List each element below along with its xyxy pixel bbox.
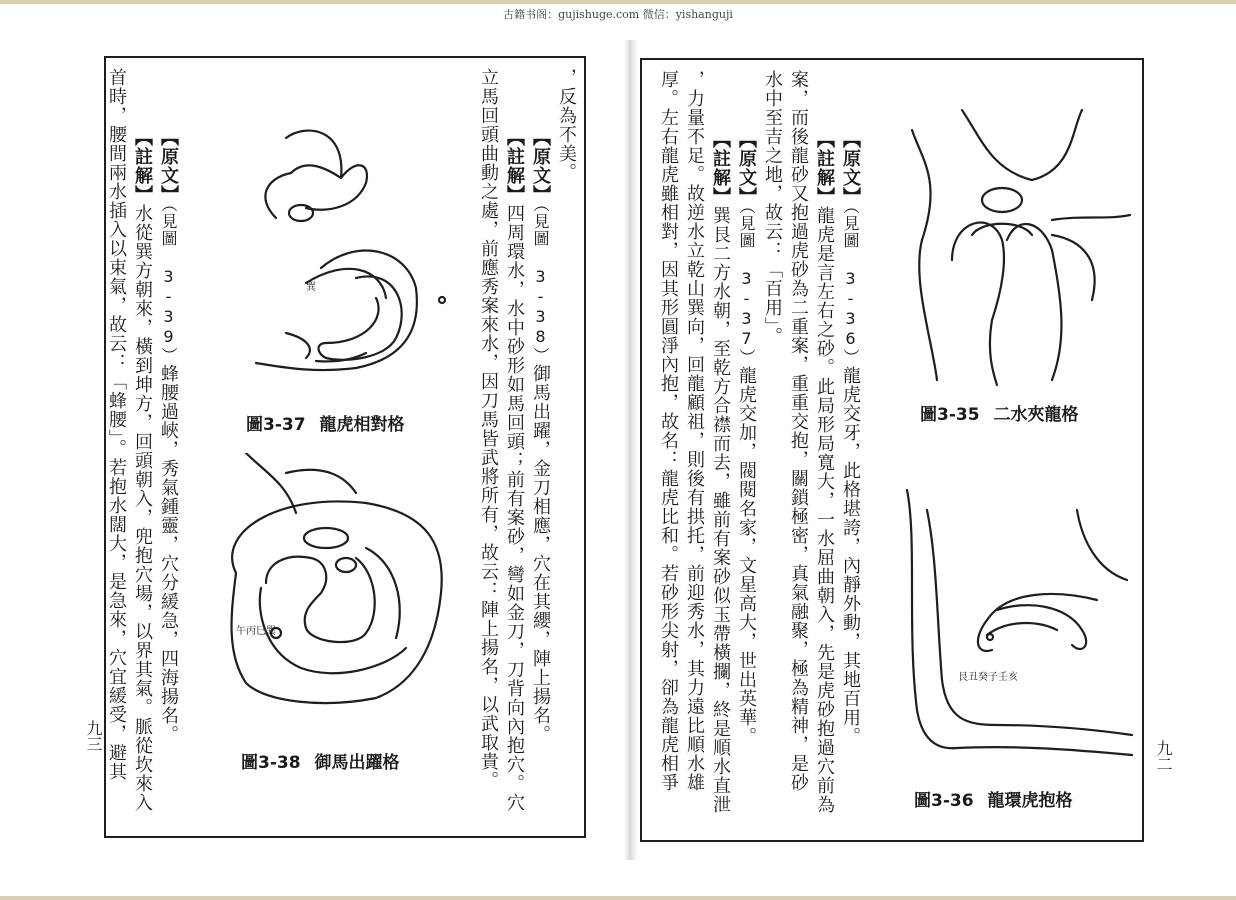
right-text-column-4: 水中至吉之地，故云：「百用」。 bbox=[762, 70, 783, 346]
figure-3-36-label: 艮丑癸子壬亥 bbox=[958, 672, 1018, 683]
top-border bbox=[0, 0, 1236, 4]
left-text-column-6: 【註解】水從巽方朝來，橫到坤方，回頭朝入，兜抱穴場，以界其氣。脈從坎來入 bbox=[132, 128, 153, 812]
figure-3-35-drawing bbox=[892, 100, 1132, 390]
left-text-column-4: 立馬回頭曲動之處，前應秀案來水，因刀馬皆武將所有，故云：陣上揚名，以武取貴。 bbox=[478, 68, 499, 790]
watermark-text: 古籍书阁：gujishuge.com 微信：yishanguji bbox=[503, 8, 733, 21]
left-text-column-1: ，反為不美。 bbox=[556, 68, 577, 182]
figure-3-37-caption: 圖3-37 龍虎相對格 bbox=[246, 415, 405, 435]
left-text-column-5: 【原文】（見圖 3-39）蜂腰過峽，秀氣鍾靈，穴分緩急，四海揚名。 bbox=[158, 128, 179, 744]
figure-3-37-label: 巽 bbox=[306, 282, 316, 293]
figure-3-37-drawing bbox=[246, 118, 466, 408]
figure-3-35-caption: 圖3-35 二水夾龍格 bbox=[920, 405, 1079, 425]
left-page-number: 九三 bbox=[84, 720, 103, 752]
right-page-number: 九二 bbox=[1154, 740, 1173, 772]
bottom-border bbox=[0, 896, 1236, 900]
right-text-column-1: 【原文】（見圖 3-36）龍虎交牙，此格堪誇，內靜外動，其地百用。 bbox=[840, 130, 861, 746]
right-text-column-7: ，力量不足。故逆水立乾山巽向，回龍顧祖，則後有拱托，前迎秀水，其力遠比順水雄 bbox=[684, 70, 705, 792]
left-page-frame bbox=[104, 56, 586, 838]
right-text-column-8: 厚。左右龍虎雖相對，因其形圓淨內抱，故名：龍虎比和。若砂形尖射，卻為龍虎相爭 bbox=[658, 70, 679, 792]
figure-3-36-caption: 圖3-36 龍環虎抱格 bbox=[914, 791, 1073, 811]
right-text-column-5: 【原文】（見圖 3-37）龍虎交加，閥閱名家，文星高大，世出英華。 bbox=[736, 130, 757, 746]
figure-3-36-drawing bbox=[897, 480, 1137, 770]
book-gutter bbox=[624, 40, 638, 860]
right-text-column-6: 【註解】巽艮二方水朝，至乾方合襟而去，雖前有案砂似玉帶橫攔，終是順水直泄 bbox=[710, 130, 731, 814]
left-text-column-7: 首時，腰間兩水插入以束氣，故云：「蜂腰」。若抱水闊大，是急來，穴宜緩受，避其 bbox=[106, 68, 127, 781]
left-text-column-2: 【原文】（見圖 3-38）御馬出躍，金刀相應，穴在其纓，陣上揚名。 bbox=[530, 128, 551, 744]
right-text-column-3: 案，而後龍砂又抱過虎砂為二重案，重重交抱，關鎖極密，真氣融聚，極為精神，是砂 bbox=[788, 70, 809, 792]
figure-3-38-caption: 圖3-38 御馬出躍格 bbox=[241, 753, 400, 773]
figure-3-38-drawing bbox=[206, 453, 446, 733]
left-text-column-3: 【註解】四周環水，水中砂形如馬回頭；前有案砂，彎如金刀，刀背向內抱穴。穴 bbox=[504, 128, 525, 812]
right-page-frame bbox=[640, 58, 1144, 842]
right-text-column-2: 【註解】龍虎是言左右之砂。此局形局寬大，一水屈曲朝入，先是虎砂抱過穴前為 bbox=[814, 130, 835, 814]
figure-3-38-label: 午丙巳巽 bbox=[236, 626, 276, 637]
